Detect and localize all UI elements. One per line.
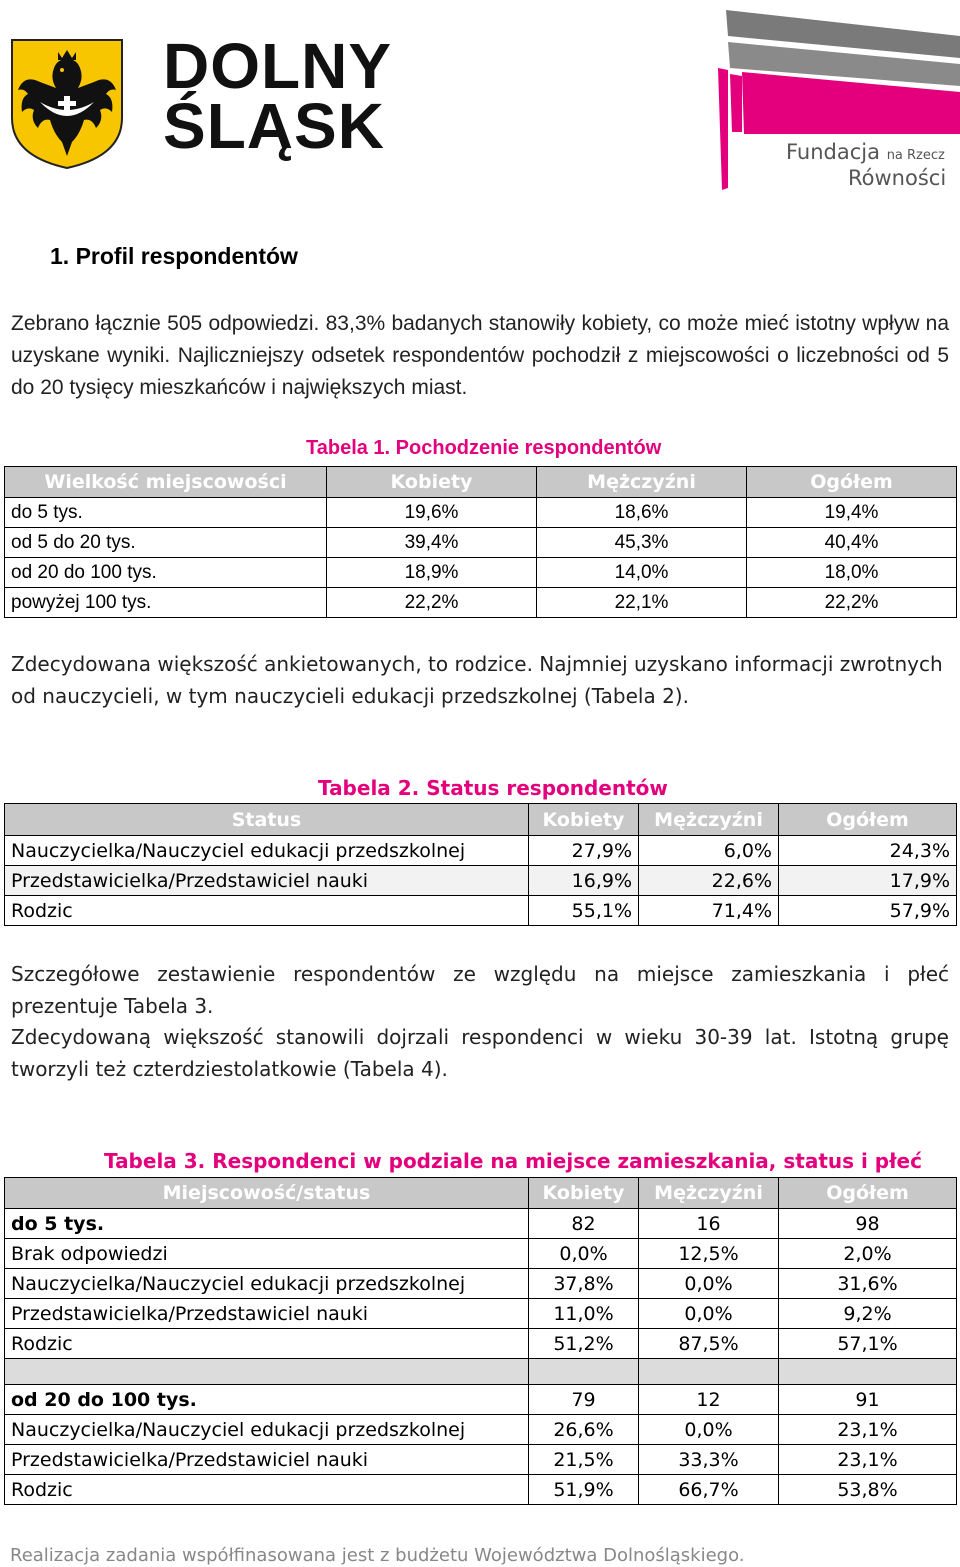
logo-line-2: ŚLĄSK <box>163 90 385 162</box>
foundation-name-2: Równości <box>848 166 947 190</box>
col-header: Kobiety <box>327 467 537 498</box>
cell: 45,3% <box>537 528 747 558</box>
table-row <box>5 558 957 588</box>
table-row <box>5 528 957 558</box>
cell: 0,0% <box>639 1415 779 1445</box>
cell: 12 <box>639 1385 779 1415</box>
row-label: Przedstawicielka/Przedstawiciel nauki <box>5 1299 529 1329</box>
cell: 18,9% <box>327 558 537 588</box>
col-header: Kobiety <box>529 804 639 836</box>
paragraph-age: Zdecydowaną większość stanowili dojrzali respondenci w wieku 30-39 lat. Istotną grupę tworzyli też czterdziestolatkowie (Tabela 4). <box>11 1025 949 1081</box>
table3-caption: Tabela 3. Respondenci w podziale na miejsce zamieszkania, status i płeć <box>104 1149 922 1173</box>
cell: 71,4% <box>639 896 779 926</box>
cell: 51,2% <box>529 1329 639 1359</box>
row-label: Przedstawicielka/Przedstawiciel nauki <box>5 866 529 896</box>
cell: 2,0% <box>779 1239 957 1269</box>
col-header: Miejscowość/status <box>5 1178 529 1209</box>
col-header: Wielkość miejscowości <box>5 467 327 498</box>
col-header: Status <box>5 804 529 836</box>
cell: 22,6% <box>639 866 779 896</box>
table1-caption: Tabela 1. Pochodzenie respondentów <box>306 437 662 459</box>
table-row <box>5 1475 957 1505</box>
spacer-cell <box>529 1359 639 1385</box>
footer-note: Realizacja zadania współfinasowana jest z budżetu Województwa Dolnośląskiego. <box>10 1545 745 1566</box>
coat-of-arms-logo <box>10 38 124 170</box>
table-row <box>5 896 957 926</box>
cell: 26,6% <box>529 1415 639 1445</box>
cell: 0,0% <box>639 1299 779 1329</box>
cell: 18,0% <box>747 558 957 588</box>
table-row <box>5 1209 957 1239</box>
cell: 40,4% <box>747 528 957 558</box>
foundation-logo-text <box>786 140 946 190</box>
row-label: od 20 do 100 tys. <box>5 558 327 588</box>
table-row <box>5 1239 957 1269</box>
cell: 12,5% <box>639 1239 779 1269</box>
spacer-cell <box>779 1359 957 1385</box>
cell: 14,0% <box>537 558 747 588</box>
spacer-cell <box>639 1359 779 1385</box>
cell: 24,3% <box>779 836 957 866</box>
cell: 6,0% <box>639 836 779 866</box>
cell: 55,1% <box>529 896 639 926</box>
table-header-row <box>5 467 957 498</box>
cell: 23,1% <box>779 1445 957 1475</box>
row-label: Brak odpowiedzi <box>5 1239 529 1269</box>
col-header: Mężczyźni <box>537 467 747 498</box>
cell: 19,4% <box>747 498 957 528</box>
cell: 33,3% <box>639 1445 779 1475</box>
intro-paragraph: Zebrano łącznie 505 odpowiedzi. 83,3% badanych stanowiły kobiety, co może mieć istotny wpływ na uzyskane wyniki. Najliczniejszy odsetek respondentów pochodził z miejscowości o liczebności od 5 do 20 tysięcy mieszkańców i największych miast. <box>11 312 949 399</box>
table-row <box>5 1329 957 1359</box>
col-header: Mężczyźni <box>639 1178 779 1209</box>
table-row <box>5 866 957 896</box>
cell: 11,0% <box>529 1299 639 1329</box>
table-row <box>5 498 957 528</box>
col-header: Kobiety <box>529 1178 639 1209</box>
cell: 22,1% <box>537 588 747 618</box>
row-label: do 5 tys. <box>5 498 327 528</box>
cell: 17,9% <box>779 866 957 896</box>
cell: 0,0% <box>529 1239 639 1269</box>
cell: 31,6% <box>779 1269 957 1299</box>
table-header-row <box>5 1178 957 1209</box>
cell: 27,9% <box>529 836 639 866</box>
cell: 57,1% <box>779 1329 957 1359</box>
row-label: od 5 do 20 tys. <box>5 528 327 558</box>
cell: 66,7% <box>639 1475 779 1505</box>
table-row <box>5 1299 957 1329</box>
cell: 22,2% <box>747 588 957 618</box>
row-label: od 20 do 100 tys. <box>5 1385 529 1415</box>
row-label: Rodzic <box>5 1329 529 1359</box>
table-row <box>5 588 957 618</box>
table-status <box>4 803 957 926</box>
table-origin <box>4 466 957 618</box>
cell: 16 <box>639 1209 779 1239</box>
row-label: Rodzic <box>5 896 529 926</box>
col-header: Mężczyźni <box>639 804 779 836</box>
cell: 91 <box>779 1385 957 1415</box>
cell: 98 <box>779 1209 957 1239</box>
cell: 51,9% <box>529 1475 639 1505</box>
table-header-row <box>5 804 957 836</box>
row-label: Nauczycielka/Nauczyciel edukacji przedszkolnej <box>5 1269 529 1299</box>
cell: 19,6% <box>327 498 537 528</box>
dolny-slask-logo <box>163 30 392 162</box>
section-heading: 1. Profil respondentów <box>50 243 298 269</box>
table-breakdown <box>4 1177 957 1505</box>
col-header: Ogółem <box>747 467 957 498</box>
cell: 23,1% <box>779 1415 957 1445</box>
table-row <box>5 1445 957 1475</box>
foundation-name-small: na Rzecz <box>886 148 945 163</box>
table-row <box>5 1269 957 1299</box>
cell: 57,9% <box>779 896 957 926</box>
table-row <box>5 836 957 866</box>
cell: 87,5% <box>639 1329 779 1359</box>
paragraph-status: Zdecydowana większość ankietowanych, to rodzice. Najmniej uzyskano informacji zwrotnych od nauczycieli, w tym nauczycieli edukacji przedszkolnej (Tabela 2). <box>11 652 943 708</box>
cell: 0,0% <box>639 1269 779 1299</box>
cell: 22,2% <box>327 588 537 618</box>
paragraph-details: Szczegółowe zestawienie respondentów ze względu na miejsce zamieszkania i płeć prezentuje Tabela 3. <box>11 962 949 1018</box>
col-header: Ogółem <box>779 804 957 836</box>
cell: 39,4% <box>327 528 537 558</box>
cell: 37,8% <box>529 1269 639 1299</box>
col-header: Ogółem <box>779 1178 957 1209</box>
cell: 79 <box>529 1385 639 1415</box>
spacer-cell <box>5 1359 529 1385</box>
cell: 53,8% <box>779 1475 957 1505</box>
cell: 9,2% <box>779 1299 957 1329</box>
table-row <box>5 1415 957 1445</box>
row-label: Nauczycielka/Nauczyciel edukacji przedszkolnej <box>5 1415 529 1445</box>
foundation-name: Fundacja <box>786 140 880 164</box>
row-label: powyżej 100 tys. <box>5 588 327 618</box>
cell: 18,6% <box>537 498 747 528</box>
logo-line-1: DOLNY <box>163 30 392 102</box>
table-row <box>5 1385 957 1415</box>
row-label: do 5 tys. <box>5 1209 529 1239</box>
table2-caption: Tabela 2. Status respondentów <box>318 776 668 800</box>
cell: 16,9% <box>529 866 639 896</box>
row-label: Rodzic <box>5 1475 529 1505</box>
table-spacer-row <box>5 1359 957 1385</box>
cell: 21,5% <box>529 1445 639 1475</box>
row-label: Nauczycielka/Nauczyciel edukacji przedszkolnej <box>5 836 529 866</box>
cell: 82 <box>529 1209 639 1239</box>
row-label: Przedstawicielka/Przedstawiciel nauki <box>5 1445 529 1475</box>
